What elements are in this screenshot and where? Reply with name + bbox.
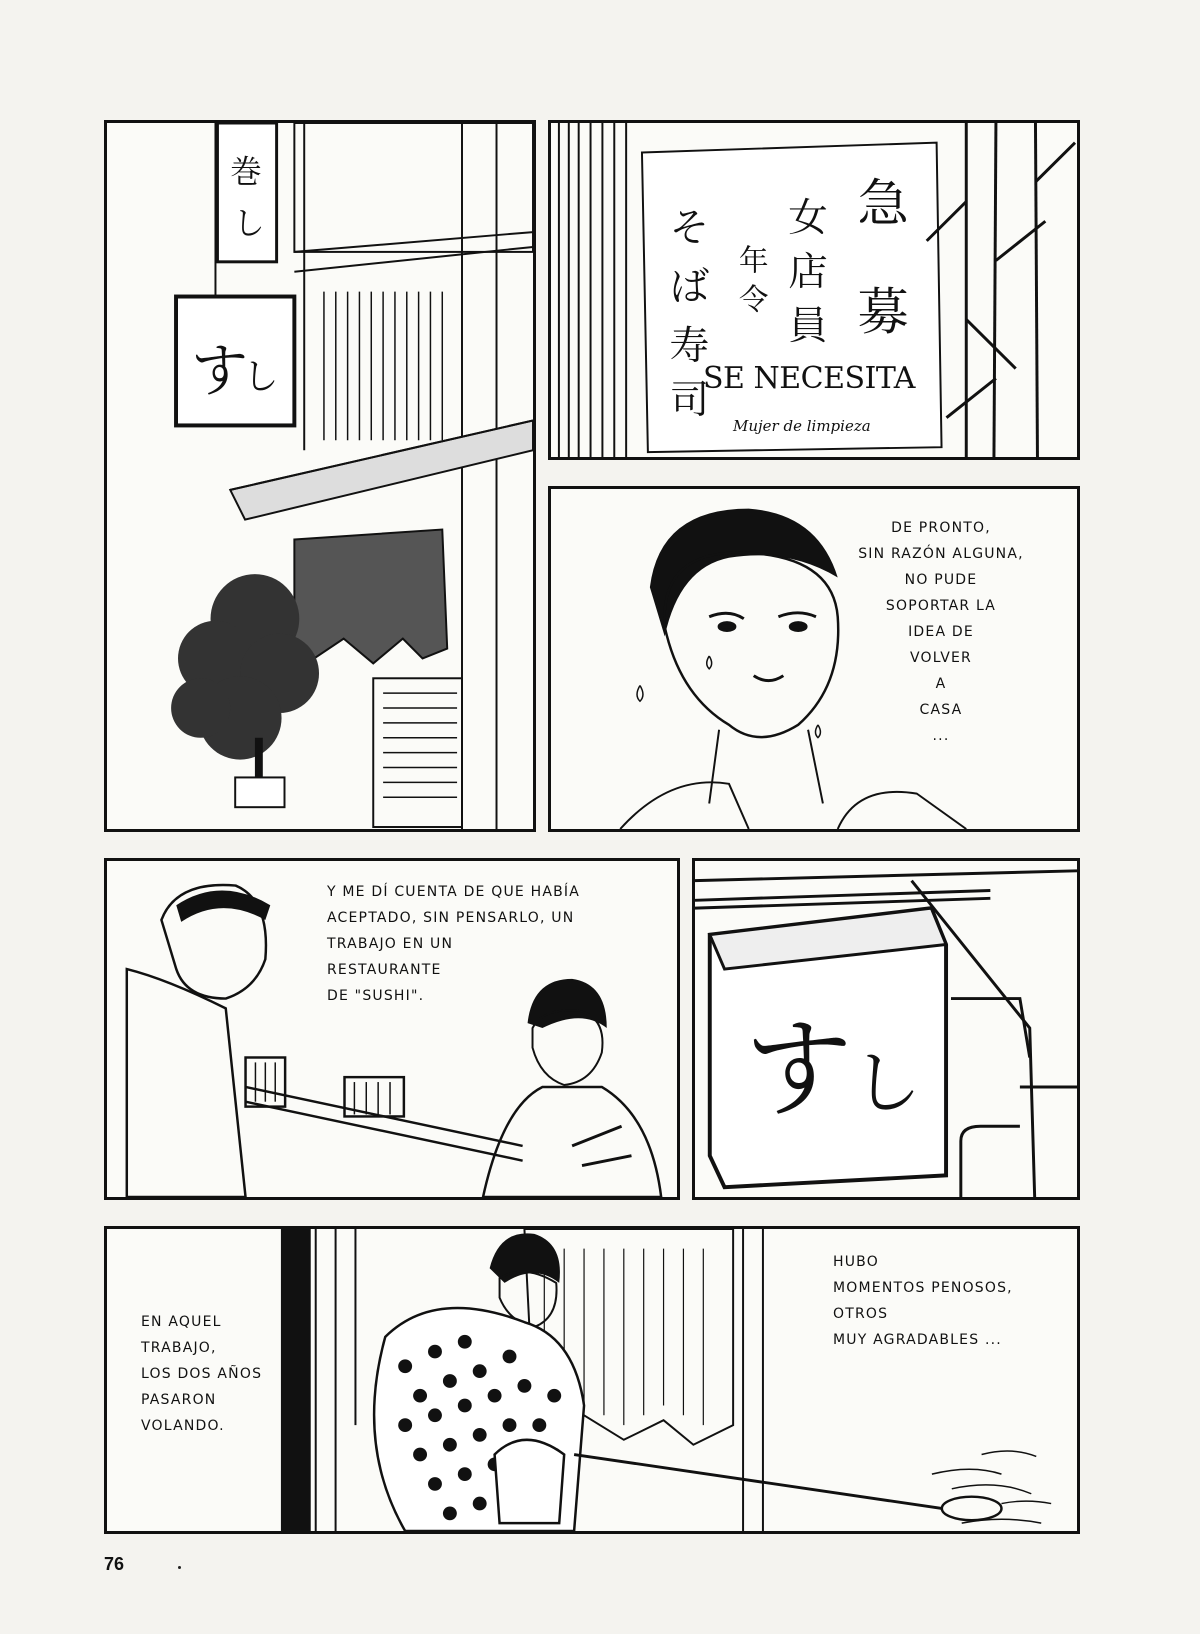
caption-line: PASARON: [141, 1392, 217, 1408]
page-number: 76: [104, 1554, 125, 1574]
caption-line: IDEA DE: [908, 624, 974, 640]
panel-cleaning-scene: [104, 1226, 1080, 1534]
wanted-sign-subheading: Mujer de limpieza: [733, 417, 871, 435]
caption-line: RESTAURANTE: [327, 962, 442, 978]
noren-curtain: [294, 530, 447, 664]
caption-line: OTROS: [833, 1306, 889, 1322]
cleaning-caption-left: [141, 1309, 301, 1439]
street-scene-illustration: [107, 123, 533, 829]
panel-sushi-sign-closeup: [692, 858, 1080, 1200]
svg-text:員: 員: [788, 303, 828, 350]
caption-line: SOPORTAR LA: [885, 598, 997, 614]
wanted-sign-heading: SE NECESITA: [703, 361, 915, 396]
caption-line: NO PUDE: [904, 572, 978, 588]
svg-text:募: 募: [857, 282, 909, 343]
print-speck: [178, 1566, 181, 1569]
woman-portrait-caption: [851, 515, 1031, 749]
panel-restaurant-interior: [104, 858, 680, 1200]
caption-line: SIN RAZÓN ALGUNA,: [858, 546, 1024, 562]
woman-face: [664, 553, 838, 738]
cleaning-caption-right: [833, 1249, 1063, 1353]
caption-line: MUY AGRADABLES ...: [833, 1332, 1002, 1348]
svg-text:ば: ば: [669, 263, 710, 310]
chef-body: [127, 969, 246, 1197]
svg-text:し: し: [243, 356, 279, 398]
chef-headband: [176, 890, 270, 921]
svg-text:急: 急: [857, 174, 909, 235]
svg-text:そ: そ: [669, 204, 710, 251]
svg-text:店: 店: [788, 249, 828, 296]
caption-line: ACEPTADO, SIN PENSARLO, UN: [327, 910, 575, 926]
caption-line: Y ME DÍ CUENTA DE QUE HABÍA: [327, 884, 581, 900]
panel-woman-portrait: [548, 486, 1080, 832]
caption-line: HUBO: [833, 1254, 879, 1270]
panel-street-scene: [104, 120, 536, 832]
caption-line: A: [935, 676, 947, 692]
caption-line: TRABAJO,: [141, 1340, 217, 1356]
caption-line: LOS DOS AÑOS: [141, 1366, 263, 1382]
restaurant-caption: [327, 879, 667, 1009]
svg-text:年: 年: [738, 243, 769, 278]
svg-text:し: し: [852, 1043, 922, 1124]
caption-line: VOLVER: [910, 650, 972, 666]
svg-text:巻: 巻: [230, 154, 262, 191]
svg-text:令: 令: [738, 282, 769, 317]
caption-line: DE PRONTO,: [891, 520, 991, 536]
panel-wanted-sign: [548, 120, 1080, 460]
svg-text:す: す: [190, 337, 249, 405]
caption-line: CASA: [919, 702, 963, 718]
caption-line: VOLANDO.: [141, 1418, 225, 1434]
caption-line: MOMENTOS PENOSOS,: [833, 1280, 1013, 1296]
wanted-sign-illustration: [551, 123, 1077, 457]
svg-text:司: 司: [669, 376, 710, 423]
caption-line: EN AQUEL: [141, 1314, 222, 1330]
svg-text:す: す: [744, 1006, 853, 1133]
svg-text:し: し: [233, 205, 265, 243]
svg-text:寿: 寿: [669, 322, 710, 369]
caption-line: DE "SUSHI".: [327, 988, 425, 1004]
bucket: [495, 1440, 565, 1523]
woman-hair-cleaning: [490, 1233, 560, 1283]
caption-line: TRABAJO EN UN: [327, 936, 454, 952]
svg-text:女: 女: [788, 195, 828, 242]
caption-line: ...: [932, 728, 950, 744]
ladle: [942, 1497, 1002, 1521]
sushi-sign-closeup-illustration: [695, 861, 1077, 1197]
